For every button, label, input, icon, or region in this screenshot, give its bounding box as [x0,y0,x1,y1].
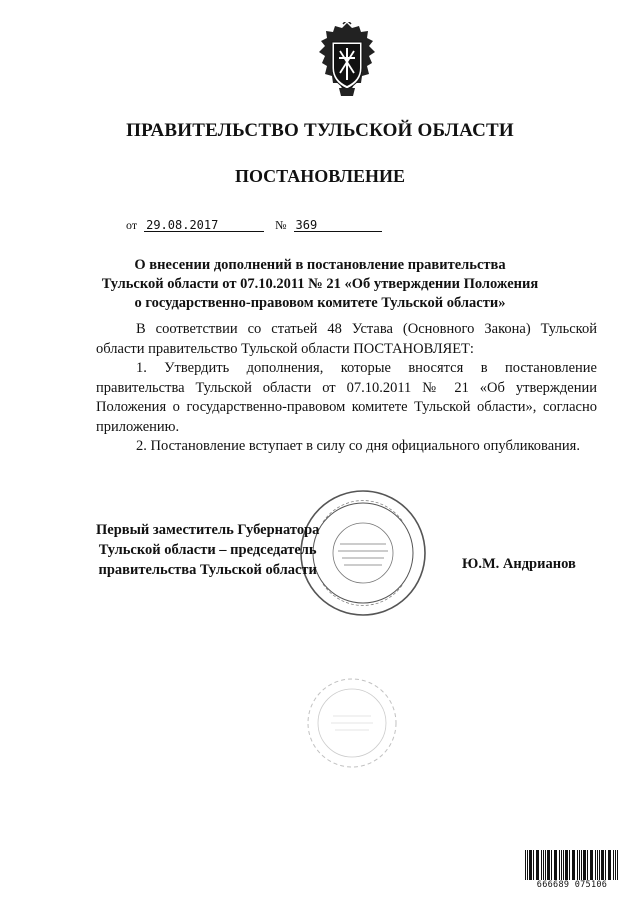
barcode-bar [565,850,568,880]
faint-stamp-imprint [305,676,400,771]
barcode-bar [545,850,546,880]
signer-name: Ю.М. Андрианов [462,556,576,572]
barcode-bar [559,850,560,880]
barcode-number: 666689 075106 [536,880,608,890]
subject-line: Тульской области от 07.10.2011 № 21 «Об утверждении Положения [101,276,539,292]
barcode-bar [595,850,596,880]
barcode-bar [597,850,598,880]
body-intro-paragraph: В соответствии со статьей 48 Устава (Основного Закона) Тульской области правительство Тульской области ПОСТАНОВЛЯЕТ: [96,321,597,357]
barcode-bar [590,850,593,880]
barcode-bar [541,850,542,880]
signer-position-line: Тульской области – председатель [98,542,317,558]
barcode-bar [572,850,575,880]
subject-line: о государственно-правовом комитете Тульской области» [134,295,506,311]
document-subject [60,256,580,313]
document-meta [126,218,382,233]
barcode-bar [554,850,557,880]
barcode-bar [563,850,564,880]
document-number: 369 [294,219,382,232]
body-item-2: 2. Постановление вступает в силу со дня официального опубликования. [136,438,580,454]
signer-position [96,520,319,580]
barcode-bar [601,850,604,880]
document-date: 29.08.2017 [144,219,264,232]
barcode-bar [617,850,618,880]
coat-of-arms-emblem [315,22,379,100]
barcode-bar [615,850,616,880]
date-prefix: от [126,218,138,232]
barcode-bar [583,850,586,880]
signer-position-line: Первый заместитель Губернатора [96,522,320,538]
signer-position-line: правительства Тульской области [98,562,317,578]
barcode-bar [587,850,588,880]
barcode-bar [527,850,528,880]
barcode-bar [569,850,570,880]
barcode-bar [561,850,562,880]
barcode-bar [551,850,552,880]
barcode-bar [605,850,606,880]
barcode-bar [613,850,614,880]
barcode-bar [581,850,582,880]
barcode-bar [525,850,526,880]
barcode-bar [608,850,611,880]
number-prefix: № [275,218,287,232]
body-item-1: 1. Утвердить дополнения, которые вносятся в постановление правительства Тульской области от 07.10.2011 № 21 «Об утверждении Положения о государственно-правовом комитете Тульской области», согласно приложению. [96,360,597,435]
barcode-bar [579,850,580,880]
subject-line: О внесении дополнений в постановление правительства [134,257,506,273]
barcode-bar [536,850,539,880]
barcode-bar [529,850,532,880]
document-body [96,320,597,457]
barcode-bar [543,850,544,880]
document-type-title: ПОСТАНОВЛЕНИЕ [234,166,406,186]
barcode [524,850,620,880]
barcode-bar [547,850,550,880]
barcode-bar [533,850,534,880]
organization-title: ПРАВИТЕЛЬСТВО ТУЛЬСКОЙ ОБЛАСТИ [126,120,514,141]
barcode-bar [599,850,600,880]
barcode-bar [577,850,578,880]
